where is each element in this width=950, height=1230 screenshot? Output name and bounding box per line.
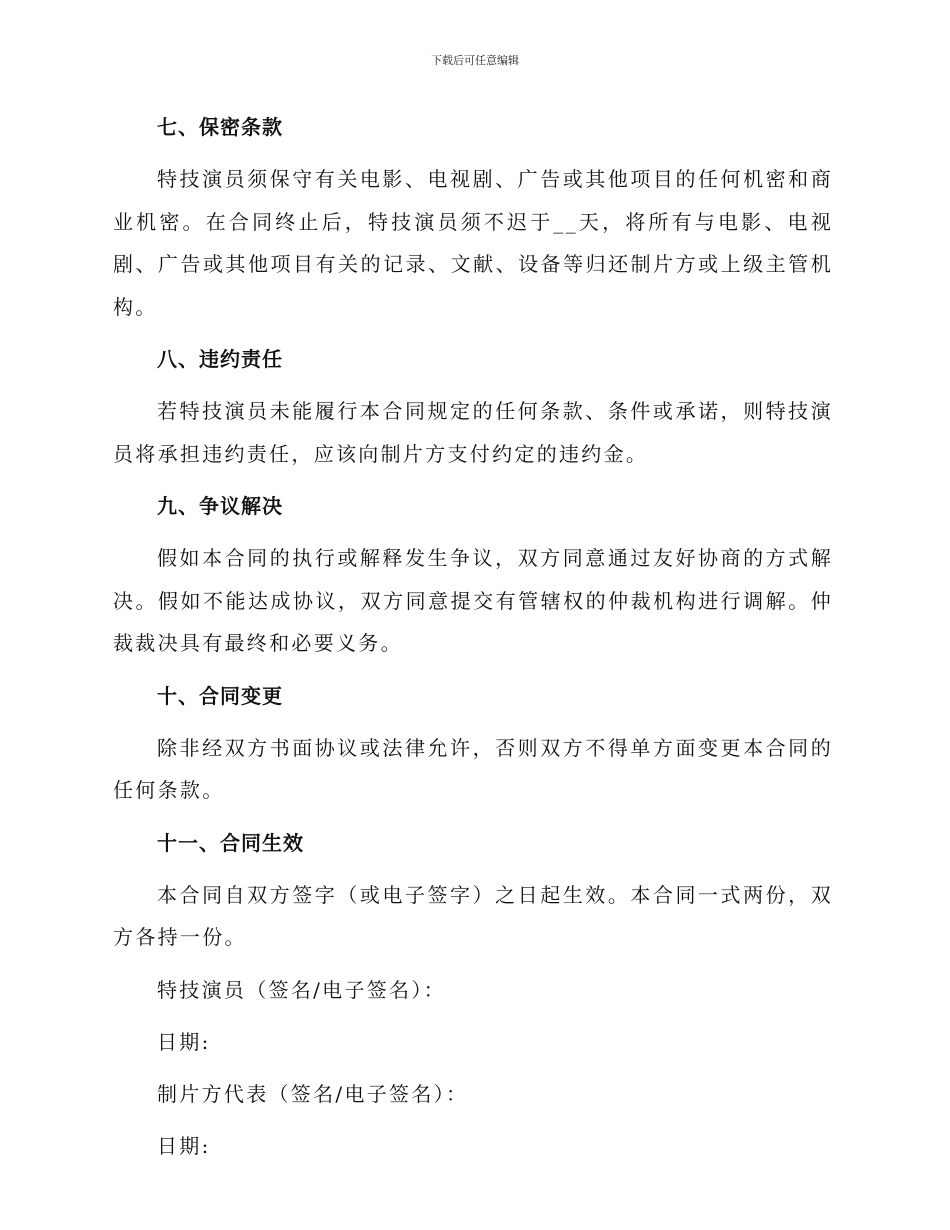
section-heading-amendment: 十、合同变更	[157, 683, 283, 708]
page-header-note: 下载后可任意编辑	[431, 54, 519, 67]
stuntman-signature-line: 特技演员（签名/电子签名）：	[157, 977, 446, 1002]
section-heading-effectiveness: 十一、合同生效	[157, 830, 304, 855]
paragraph-amendment: 除非经双方书面协议或法律允许，否则双方不得单方面变更本合同的任何条款。	[113, 735, 833, 802]
producer-date-line: 日期:	[157, 1133, 211, 1158]
document-body	[113, 106, 833, 1177]
section-heading-confidentiality: 七、保密条款	[157, 115, 283, 139]
paragraph-confidentiality: 特技演员须保守有关电影、电视剧、广告或其他项目的任何机密和商业机密。在合同终止后，特技演员须不迟于__天，将所有与电影、电视剧、广告或其他项目有关的记录、文献、设备等归还制片方或上级主管机构。	[113, 167, 833, 319]
paragraph-liability: 若特技演员未能履行本合同规定的任何条款、条件或承诺，则特技演员将承担违约责任，应该向制片方支付约定的违约金。	[113, 399, 833, 466]
stuntman-date-line: 日期:	[157, 1029, 211, 1054]
paragraph-effectiveness: 本合同自双方签字（或电子签字）之日起生效。本合同一式两份，双方各持一份。	[113, 882, 833, 949]
producer-signature-line: 制片方代表（签名/电子签名）：	[157, 1081, 469, 1106]
paragraph-dispute: 假如本合同的执行或解释发生争议，双方同意通过友好协商的方式解决。假如不能达成协议，双方同意提交有管辖权的仲裁机构进行调解。仲裁裁决具有最终和必要义务。	[113, 546, 833, 655]
section-heading-dispute: 九、争议解决	[157, 494, 283, 518]
section-heading-liability: 八、违约责任	[157, 347, 283, 371]
